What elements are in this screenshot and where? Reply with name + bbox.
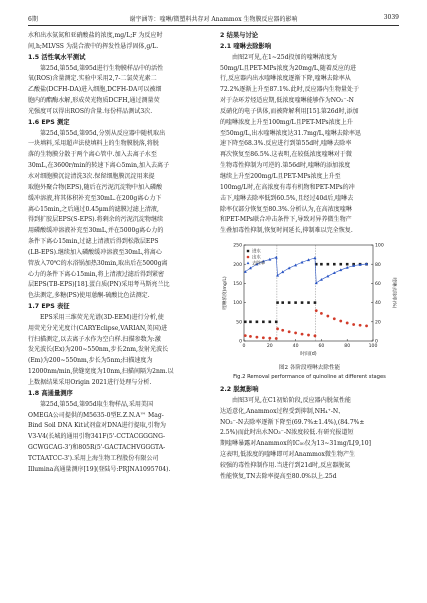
text-line: 击下,喹啉去除率低到60.5%,且经过40d后,喹啉去 — [220, 194, 354, 202]
text-line: 行扫描测定,以去离子水作为空白样.扫描参数为:激 — [28, 335, 161, 343]
x-tick-label: 80 — [344, 344, 351, 350]
text-line: 用磷酸缓冲溶液补充至30mL,并在5000g离心力的 — [28, 227, 164, 235]
y2-tick-label: 60 — [375, 282, 381, 288]
section-heading: 2 结果与讨论 — [220, 32, 259, 39]
text-line: 层EPS(TB-EPS)[18].蛋白质(PN)采用考马斯亮兰比 — [28, 281, 170, 289]
data-point — [276, 274, 279, 277]
data-point — [244, 321, 247, 324]
text-line: 30mL,在3600r/min的转速下离心5min,加入去离子 — [28, 162, 170, 170]
text-line: 管放入70℃的水浴锅加热30min,取出后在5000g离 — [28, 259, 168, 267]
text-line: 氧(ROS)含量测定.实验中采用2,7-二氯荧光素二 — [28, 75, 157, 83]
data-point — [256, 321, 259, 324]
text-line: 由图2可见,在1~25d投加的喹啉浓度为 — [232, 53, 337, 61]
section-heading: 1.5 活性氧水平测试 — [28, 53, 86, 61]
text-line: 生物毒性抑制为可逆的.第56d时,喹啉的添加浓度 — [220, 162, 351, 170]
data-point — [314, 301, 317, 304]
x-tick-label: 20 — [266, 344, 273, 350]
y2-axis-label: 喹啉去除率(%) — [391, 277, 396, 309]
text-line: 和PET-MPs联合冲击条件下,导致对异养微生物产 — [220, 216, 352, 224]
data-point — [256, 336, 259, 339]
right-column-top — [220, 31, 399, 237]
text-line: 落的生物膜分散于两个离心管中.加入去离子水至 — [28, 151, 157, 159]
text-line: 用荧光分光光度计(CARYEclipse,VARIAN,美国)进 — [28, 324, 168, 332]
y-tick-label: 0 — [239, 339, 242, 345]
data-point — [294, 301, 297, 304]
text-line: 速下降至68.3%.反应进行到第55d时,喹啉去除率 — [220, 140, 352, 148]
text-line: 胞内的酯酶水解,形成荧光物质DCFH,通过测量荧 — [28, 97, 160, 105]
data-point — [315, 309, 318, 312]
text-line: (LB-EPS).继续加入磷酸缓冲溶液至30mL,将离心 — [28, 248, 162, 256]
section-heading: 2.2 脱氮影响 — [220, 386, 259, 394]
page-number: 3039 — [383, 14, 399, 21]
text-line: 的喹啉浓度上升至100mg/L且PET-MPs浓度上升 — [220, 118, 353, 126]
text-line: 12000nm/min,狭缝宽度为10nm,扫描间隔为2nm.以 — [28, 368, 174, 376]
data-point — [352, 323, 355, 326]
data-point — [249, 321, 252, 324]
data-point — [275, 321, 278, 324]
legend-label: 出水 — [252, 255, 261, 261]
text-line: 第25d,第55d,第95d,分别从反应器中随机取出 — [40, 129, 166, 137]
data-point — [262, 336, 265, 339]
text-line: 72.2%逐渐上升至87.1%.此时,反应器内生物量处于 — [220, 86, 360, 94]
y2-tick-label: 20 — [375, 320, 381, 326]
text-line: 水和出水氨氮和亚硝酸盐的浓度,mg/L;F 为反应时 — [28, 32, 163, 39]
data-point — [276, 301, 279, 304]
header-rule — [28, 25, 399, 26]
y2-tick-label: 40 — [375, 301, 381, 307]
text-line: GCWGCAG-3')和805R(5'-GACTACHVGGGTA- — [28, 444, 166, 452]
figure-2 — [220, 237, 399, 364]
x-tick-label: 40 — [292, 344, 299, 350]
x-axis-label: 时间(d) — [300, 352, 317, 358]
data-point — [339, 263, 342, 266]
data-point — [320, 312, 323, 315]
data-point — [262, 321, 265, 324]
data-point — [333, 263, 336, 266]
text-line: 继续上升至200mg/L且PET-MPs浓度上升至 — [220, 172, 341, 180]
running-title: 谢宇涵等：喹啉/微塑料共存对 Anammox 生物膜反应器的影响 — [129, 16, 298, 23]
section-heading: 1.6 EPS 测定 — [28, 118, 70, 126]
right-column-bottom — [220, 385, 399, 483]
data-point — [326, 315, 329, 318]
data-point — [275, 337, 278, 340]
data-point — [249, 335, 252, 338]
y-axis-label: 喹啉浓度(mg/L) — [223, 276, 228, 310]
data-point — [326, 275, 329, 278]
text-line: 发光波长(Ex)为200~550nm,步长2nm,发射光波长 — [28, 346, 169, 354]
section-heading: 1.8 高通量测序 — [28, 389, 73, 397]
text-line: Illumina高通量测序[19](登陆号:PRJNA1095704). — [28, 465, 171, 473]
legend-marker — [247, 262, 250, 265]
text-line: 上数据结果采用Origin 2021进行处理与分析. — [28, 379, 152, 386]
issue-number: 6期 — [28, 16, 38, 23]
text-line: 性能恢复,TN去除率提高至80.0%以上.25d — [220, 472, 337, 480]
text-line: 取胞外聚合物(EPS),随后在污泥沉淀物中加入磷酸 — [28, 183, 163, 191]
data-point — [365, 325, 368, 328]
data-point — [346, 322, 349, 325]
data-point — [315, 281, 318, 284]
data-point — [339, 320, 342, 323]
y-tick-label: 100 — [233, 301, 242, 307]
y2-tick-label: 100 — [375, 243, 384, 249]
text-line: 第25d,第55d,第95d进行生物膜样品中的活性 — [40, 64, 164, 72]
section-heading: 2.1 喹啉去除影响 — [220, 42, 272, 50]
text-line: 这表明,低浓度的喹啉即可对Anammox微生物产生 — [220, 451, 356, 459]
text-line: V3-V4(长城的通用引物341F(5'-CCTACGGGNG- — [28, 433, 166, 441]
text-line: 条件下离心15min,过滤上清液后得到松散层EPS — [28, 238, 159, 246]
data-point — [333, 317, 336, 320]
text-line: 除率仅部分恢复至80.3%.分析认为,在高浓度喹啉 — [220, 205, 352, 213]
y-tick-label: 50 — [236, 320, 242, 326]
chart-legend — [247, 248, 266, 267]
text-line: 光强度可以得出ROS的含量.每份样品测试3次. — [28, 107, 153, 115]
text-line: 心力的条件下离心15min,将上清液过滤后得到紧密 — [28, 270, 165, 278]
text-line: OMEGA公司提供的M5635-0型E.Z.N.A™ Mag- — [28, 411, 164, 419]
text-line: 再次恢复至86.5%.这表明,在较低浓度喹啉对于微 — [220, 151, 352, 159]
text-line: 生叠加毒性抑制,恢复时间延长,抑制难以完全恢复. — [220, 227, 353, 235]
text-line: 离心15min,之后通过0.45μm的滤膜过滤上清液, — [28, 205, 159, 213]
data-point — [320, 263, 323, 266]
data-point — [244, 334, 247, 337]
y-tick-label: 150 — [233, 282, 242, 288]
text-line: 间,h;MLVSS 为混合液中的挥发性悬浮固体,g/L. — [28, 42, 159, 50]
text-line: 至50mg/L,出水喹啉浓度达31.7mg/L,喹啉去除率迅 — [220, 129, 361, 137]
data-point — [314, 334, 317, 337]
text-line: NO₂⁻-N去除率逐渐下降至(69.7%±1.4%),(84.7%± — [220, 418, 365, 426]
chart-series — [244, 256, 368, 340]
y2-tick-label: 0 — [375, 339, 378, 345]
data-point — [269, 321, 272, 324]
data-point — [294, 332, 297, 335]
data-point — [276, 327, 279, 330]
data-point — [281, 270, 284, 273]
data-point — [275, 256, 278, 259]
text-line: 行,反应器内出水喹啉浓度逐渐下降,喹啉去除率从 — [220, 75, 351, 83]
y-tick-label: 200 — [233, 262, 242, 268]
data-point — [281, 329, 284, 332]
text-line: 2.5%)而此时出水NO₃⁻-N浓度较低.有研究报道短 — [220, 429, 354, 437]
data-point — [307, 334, 310, 337]
text-line: 乙酸盐(DCFH-DA)进入细胞,DCFH-DA可以被细 — [28, 86, 162, 94]
text-line: TCTAATCC-3').采用上海生物工程股份有限公司 — [28, 454, 159, 462]
data-point — [346, 263, 349, 266]
section-heading: 1.7 EPS 表征 — [28, 303, 70, 311]
text-line: 一块填料,采用超声法使填料上的生物膜脱落,将脱 — [28, 140, 159, 148]
text-line: 对于杂环芳烃适应期,低浓度喹啉能够作为NO₂⁻-N — [220, 97, 354, 105]
legend-marker — [247, 256, 250, 259]
text-line: 反硝化的电子供体,而被降解利用[15].第26d时,添加 — [220, 107, 359, 115]
text-line: 缓冲溶液,将其体积补充至30mL.在200g离心力下 — [28, 194, 162, 202]
legend-label: 去除率 — [252, 261, 266, 267]
data-point — [288, 301, 291, 304]
text-line: 较强的毒性抑制作用.当进行到21d时,反应器脱氮 — [220, 461, 351, 469]
data-point — [327, 263, 330, 266]
x-tick-label: 0 — [242, 344, 246, 350]
data-point — [313, 256, 316, 259]
legend-marker — [247, 250, 249, 252]
text-line: (Em)为200~550nm,步长为5nm;扫描速度为 — [28, 357, 153, 365]
figure-caption-en: Fig.2 Removal performance of quinoline at different stages — [233, 373, 386, 380]
right-column — [220, 31, 399, 483]
text-line: 第25d,第55d,第95d取生物样品,采用美国 — [40, 400, 154, 408]
y2-tick-label: 80 — [375, 262, 381, 268]
text-line: 达适意化,Anammox过程受到抑制,NH₄⁺-N、 — [220, 407, 345, 415]
data-point — [320, 278, 323, 281]
text-line: 期喹啉暴露对Anammox的IC₅₀仅为13~31mg/L[9,10] — [220, 440, 371, 448]
data-point — [288, 330, 291, 333]
data-point — [307, 301, 310, 304]
text-line: 水对细胞膜沉淀清洗3次.保留细胞膜沉淀用来提 — [28, 172, 155, 180]
data-point — [359, 324, 362, 327]
data-point — [301, 301, 304, 304]
text-line: 100mg/L时,在高浓度有毒有机物和PET-MPs的冲 — [220, 183, 355, 191]
left-column — [28, 31, 206, 476]
data-point — [301, 333, 304, 336]
data-point — [249, 266, 252, 269]
legend-label: 进水 — [252, 249, 261, 255]
data-point — [268, 337, 271, 340]
y-tick-label: 250 — [233, 243, 242, 249]
text-line: 色法测定,多糖(PS)使用蒽酮-硫酸比色法测定. — [28, 292, 150, 300]
text-line: 50mg/L且PET-MPs浓度为20mg/L,随着反应的进 — [220, 64, 357, 72]
data-point — [281, 301, 284, 304]
text-line: Bind Soil DNA Kit试剂盒对DNA进行提取,引物为 — [28, 422, 166, 430]
text-line: EPS采用三维荧光光谱(3D-EEM)进行分析,使 — [40, 313, 164, 321]
quinoline-chart — [220, 237, 399, 364]
x-tick-label: 100 — [368, 344, 378, 350]
figure-caption-zh: 图2 各阶段喹啉去除性能 — [278, 365, 341, 372]
x-tick-label: 60 — [318, 344, 325, 350]
text-line: 得到扩胶层EPS(S-EPS).将剩余的污泥沉淀物继续 — [28, 216, 164, 224]
text-line: 由图3可见,在C1初始阶段,反应器内脱氮性能 — [232, 396, 351, 404]
